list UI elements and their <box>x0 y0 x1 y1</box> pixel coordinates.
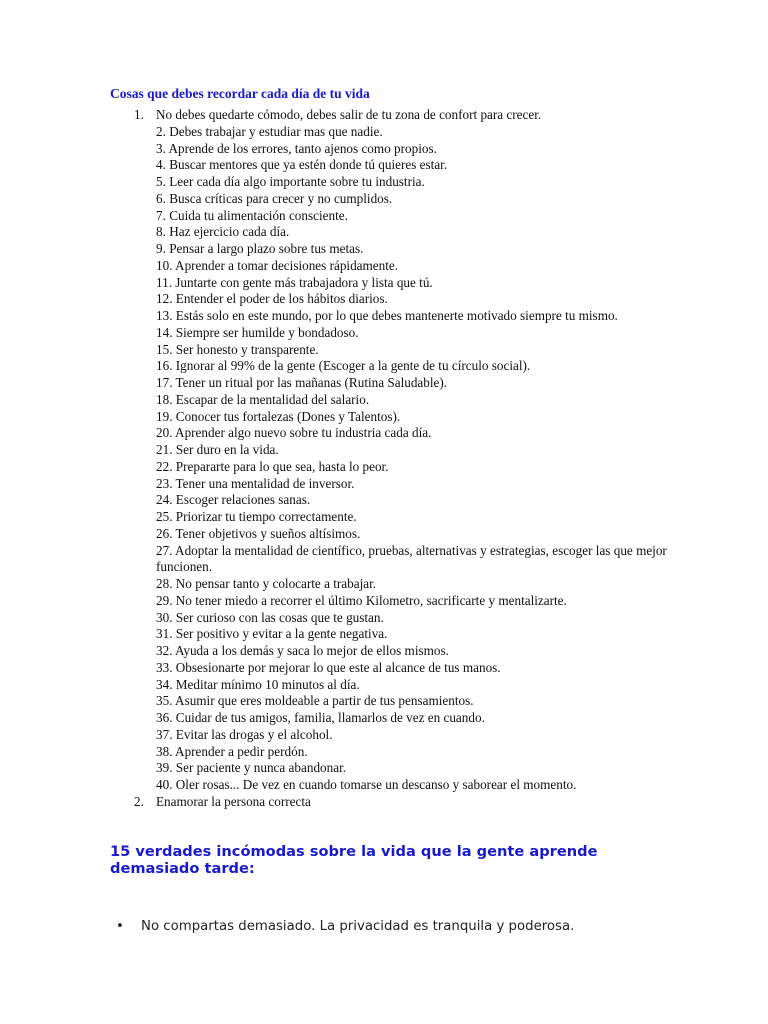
list-marker: 1. <box>134 107 144 122</box>
list-item-1 <box>134 107 674 124</box>
sub-list <box>134 124 674 308</box>
list-item: 37. Evitar las drogas y el alcohol. <box>156 726 333 742</box>
bullet-text: No compartas demasiado. La privacidad es tranquila y poderosa. <box>141 919 575 934</box>
list-item: 23. Tener una mentalidad de inversor. <box>156 475 355 491</box>
list-item: 30. Ser curioso con las cosas que te gustan. <box>156 609 384 625</box>
list-item: 33. Obsesionarte por mejorar lo que este al alcance de tus manos. <box>156 659 501 675</box>
sub-list-b <box>134 325 674 543</box>
list-item: 5. Leer cada día algo importante sobre tu industria. <box>156 174 425 189</box>
list-item-27: 27. Adoptar la mentalidad de científico, pruebas, alternativas y estrategias, escoger las que mejor funcionen. <box>156 542 667 575</box>
section2-heading: 15 verdades incómodas sobre la vida que la gente aprende demasiado tarde: <box>110 843 598 877</box>
list-item: 10. Aprender a tomar decisiones rápidamente. <box>156 257 399 273</box>
list-item: 15. Ser honesto y transparente. <box>156 341 319 357</box>
list-item: 9. Pensar a largo plazo sobre tus metas. <box>156 241 364 256</box>
list-item-13: 13. Estás solo en este mundo, por lo que debes mantenerte motivado siempre tu mismo. <box>156 308 618 323</box>
list-item: 4. Buscar mentores que ya estén donde tú quieres estar. <box>156 157 448 173</box>
list-item: 3. Aprende de los errores, tanto ajenos como propios. <box>156 140 437 156</box>
list-item: 2. Debes trabajar y estudiar mas que nadie. <box>156 123 383 139</box>
list-item: 36. Cuidar de tus amigos, familia, llamarlos de vez en cuando. <box>156 710 485 725</box>
list-item-text: No debes quedarte cómodo, debes salir de tu zona de confort para crecer. <box>156 107 542 122</box>
sub-list-c <box>134 576 674 794</box>
list-item: 26. Tener objetivos y sueños altísimos. <box>156 525 361 541</box>
list-item: 34. Meditar mínimo 10 minutos al día. <box>156 676 360 692</box>
list-item: 12. Entender el poder de los hábitos diarios. <box>156 291 388 307</box>
main-list <box>134 107 674 811</box>
section1-heading: Cosas que debes recordar cada día de tu vida <box>110 86 370 101</box>
list-item: 25. Priorizar tu tiempo correctamente. <box>156 509 357 524</box>
list-item: 39. Ser paciente y nunca abandonar. <box>156 760 347 776</box>
list-item: 7. Cuida tu alimentación consciente. <box>156 207 348 223</box>
list-item: 29. No tener miedo a recorrer el último Kilometro, sacrificarte y mentalizarte. <box>156 592 567 608</box>
list-item: 11. Juntarte con gente más trabajadora y lista que tú. <box>156 274 433 290</box>
list-item: 14. Siempre ser humilde y bondadoso. <box>156 324 359 340</box>
list-item: 16. Ignorar al 99% de la gente (Escoger a la gente de tu círculo social). <box>156 358 531 374</box>
list-item: 17. Tener un ritual por las mañanas (Rutina Saludable). <box>156 375 448 390</box>
list-item-2 <box>134 794 674 811</box>
list-item: 35. Asumir que eres moldeable a partir de tus pensamientos. <box>156 693 474 709</box>
list-item: 24. Escoger relaciones sanas. <box>156 492 311 508</box>
list-item: 19. Conocer tus fortalezas (Dones y Talentos). <box>156 408 401 424</box>
list-item-text: Enamorar la persona correcta <box>156 793 311 809</box>
list-item: 18. Escapar de la mentalidad del salario. <box>156 391 370 407</box>
bullet-icon: • <box>116 919 124 934</box>
bullet-item <box>116 919 676 934</box>
list-item: 31. Ser positivo y evitar a la gente negativa. <box>156 626 388 642</box>
list-item: 22. Prepararte para lo que sea, hasta lo peor. <box>156 458 389 474</box>
list-item: 32. Ayuda a los demás y saca lo mejor de ellos mismos. <box>156 643 449 658</box>
list-item: 21. Ser duro en la vida. <box>156 442 279 457</box>
list-item: 38. Aprender a pedir perdón. <box>156 743 308 759</box>
list-item: 8. Haz ejercicio cada día. <box>156 224 290 240</box>
list-item: 6. Busca críticas para crecer y no cumplidos. <box>156 190 393 206</box>
list-item: 28. No pensar tanto y colocarte a trabajar. <box>156 576 377 591</box>
list-item: 20. Aprender algo nuevo sobre tu industria cada día. <box>156 425 432 441</box>
list-marker: 2. <box>134 793 144 809</box>
list-item: 40. Oler rosas... De vez en cuando tomarse un descanso y saborear el momento. <box>156 777 577 792</box>
